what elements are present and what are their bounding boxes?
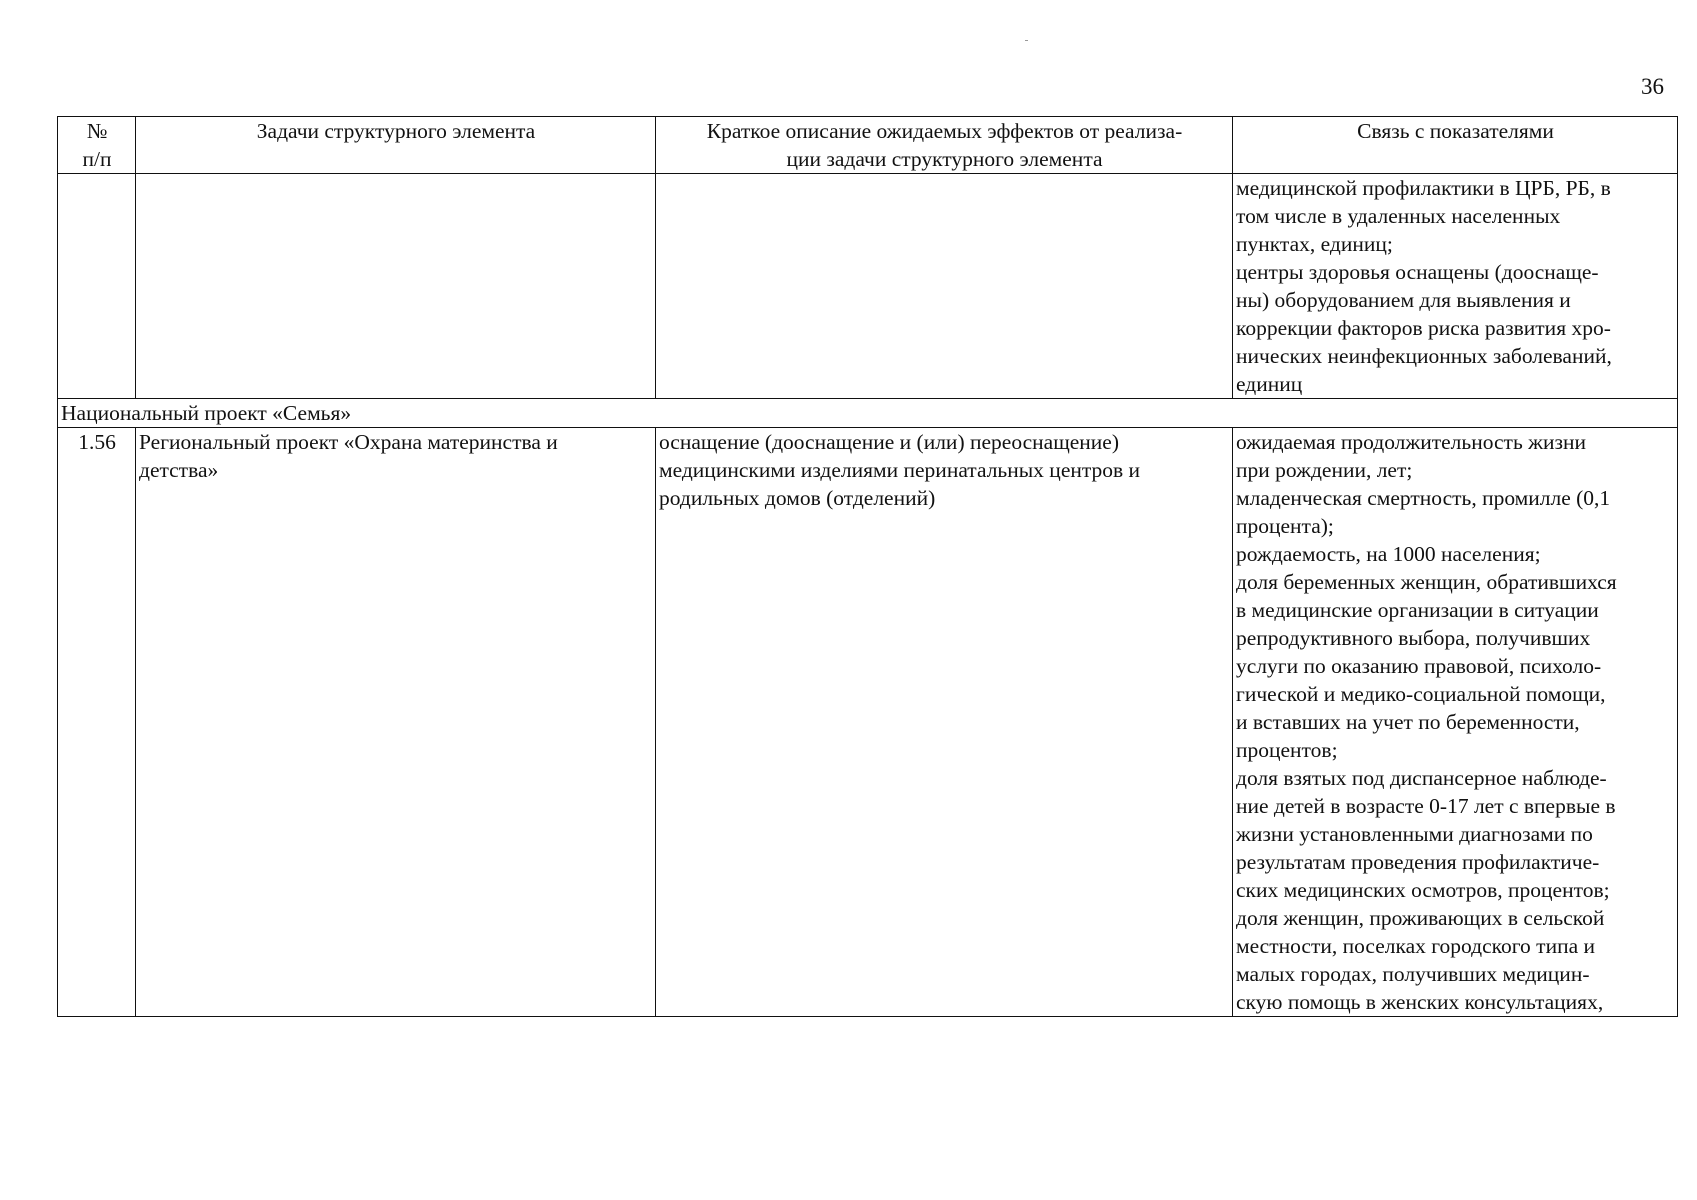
link-text-line: ние детей в возрасте 0-17 лет с впервые в: [1236, 794, 1616, 818]
header-effect: [656, 117, 1233, 174]
link-text-line: жизни установленными диагнозами по: [1236, 822, 1593, 846]
link-text-line: нических неинфекционных заболеваний,: [1236, 344, 1612, 368]
header-link: [1233, 117, 1678, 174]
table-header-row: [58, 117, 1678, 174]
link-text-line: процента);: [1236, 514, 1334, 538]
link-text-line: в медицинские организации в ситуации: [1236, 598, 1599, 622]
effect-cell: [656, 428, 1233, 1017]
effect-text-line: родильных домов (отделений): [659, 486, 936, 510]
effect-cell: [656, 174, 1233, 399]
link-text-line: ских медицинских осмотров, процентов;: [1236, 878, 1610, 902]
header-num: [58, 117, 136, 174]
effect-text-line: медицинскими изделиями перинатальных центров и: [659, 458, 1141, 482]
link-text-line: ожидаемая продолжительность жизни: [1236, 430, 1586, 454]
link-text-line: пунктах, единиц;: [1236, 232, 1393, 256]
header-link-line: Связь с показателями: [1357, 119, 1554, 143]
section-title: Национальный проект «Семья»: [58, 399, 1678, 428]
link-text-line: доля беременных женщин, обратившихся: [1236, 570, 1617, 594]
link-text-line: скую помощь в женских консультациях,: [1236, 990, 1604, 1014]
task-text-line: Региональный проект «Охрана материнства и: [139, 430, 558, 454]
header-task-line: Задачи структурного элемента: [256, 119, 536, 143]
page-number: 36: [1641, 74, 1664, 99]
link-text-line: услуги по оказанию правовой, психоло-: [1236, 654, 1602, 678]
link-text-line: репродуктивного выбора, получивших: [1236, 626, 1591, 650]
link-text-line: местности, поселках городского типа и: [1236, 934, 1596, 958]
link-text-line: рождаемость, на 1000 населения;: [1236, 542, 1541, 566]
header-task: [136, 117, 656, 174]
link-text-line: коррекции факторов риска развития хро-: [1236, 316, 1611, 340]
structural-element-table: [57, 116, 1678, 1017]
effect-text-line: оснащение (дооснащение и (или) переоснащение): [659, 430, 1120, 454]
link-cell: [1233, 174, 1678, 399]
link-text-line: доля взятых под диспансерное наблюде-: [1236, 766, 1607, 790]
task-cell: [136, 174, 656, 399]
link-text-line: и вставших на учет по беременности,: [1236, 710, 1580, 734]
link-text-line: единиц: [1236, 372, 1303, 396]
link-text-line: результатам проведения профилактиче-: [1236, 850, 1600, 874]
section-heading-row: [58, 399, 1678, 428]
link-text-line: ны) оборудованием для выявления и: [1236, 288, 1571, 312]
link-text-line: при рождении, лет;: [1236, 458, 1413, 482]
header-effect-line: Краткое описание ожидаемых эффектов от реализа-: [706, 119, 1183, 143]
link-text-line: медицинской профилактики в ЦРБ, РБ, в: [1236, 176, 1611, 200]
table-row: [58, 428, 1678, 1017]
header-num-line: №: [86, 119, 108, 143]
link-text-line: том числе в удаленных населенных: [1236, 204, 1561, 228]
table-row: [58, 174, 1678, 399]
link-text-line: младенческая смертность, промилле (0,1: [1236, 486, 1611, 510]
link-cell: [1233, 428, 1678, 1017]
link-text-line: процентов;: [1236, 738, 1338, 762]
scan-artifact: [1025, 40, 1028, 41]
header-num-line: п/п: [82, 147, 112, 171]
link-text-line: доля женщин, проживающих в сельской: [1236, 906, 1605, 930]
link-text-line: малых городах, получивших медицин-: [1236, 962, 1590, 986]
row-num-cell: 1.56: [58, 428, 136, 1017]
row-num-cell: [58, 174, 136, 399]
link-text-line: гической и медико-социальной помощи,: [1236, 682, 1606, 706]
task-text-line: детства»: [139, 458, 219, 482]
link-text-line: центры здоровья оснащены (дооснаще-: [1236, 260, 1599, 284]
header-effect-line: ции задачи структурного элемента: [786, 147, 1103, 171]
task-cell: [136, 428, 656, 1017]
